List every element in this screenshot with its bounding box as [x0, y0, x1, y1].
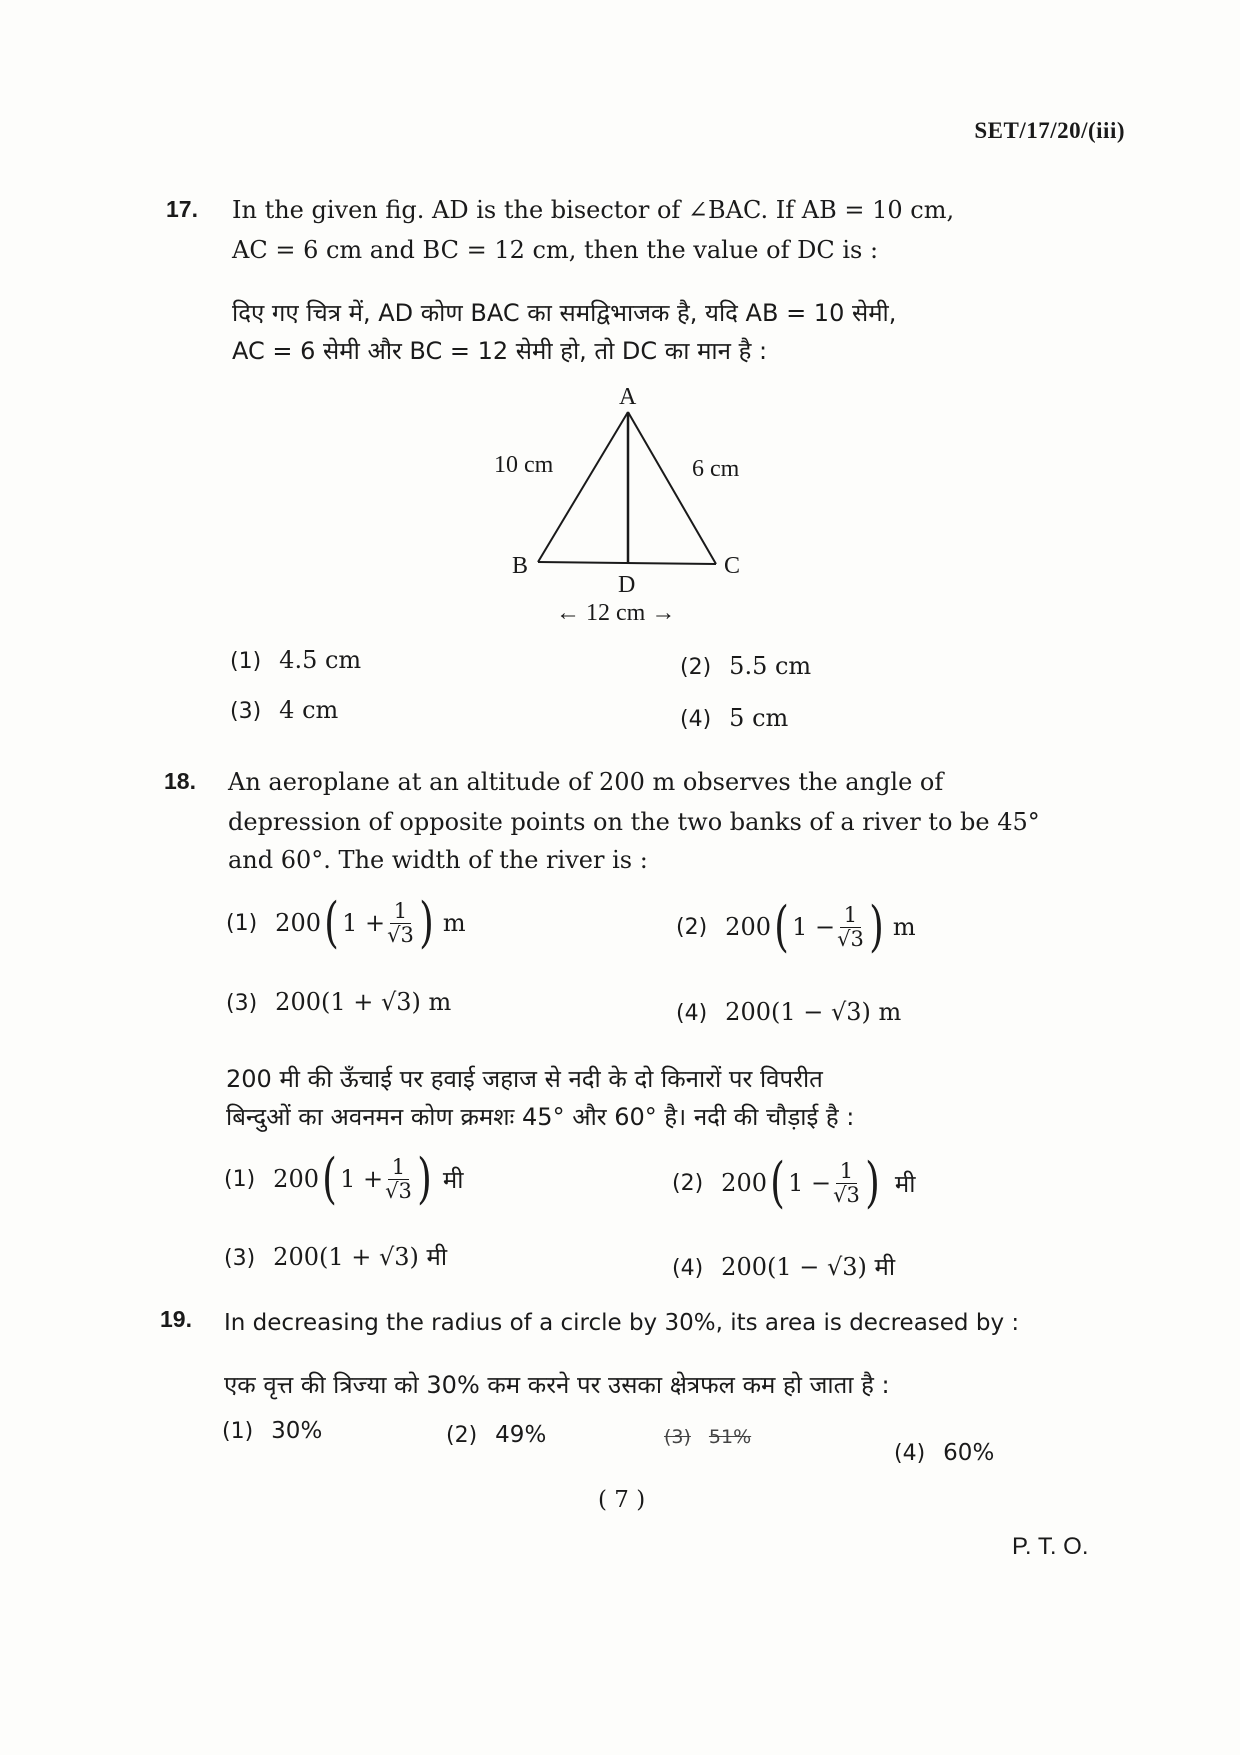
- question-17-option-3: [230, 696, 338, 724]
- label-b: B: [512, 553, 529, 579]
- question-18-number: 18.: [164, 768, 196, 794]
- question-19-option-3-struck: [664, 1426, 751, 1448]
- fraction-denominator: √3: [385, 1178, 412, 1203]
- option-text: 200(1 + √3) m: [275, 988, 452, 1016]
- option-inner: 1 +: [342, 909, 386, 937]
- question-19-number: 19.: [160, 1306, 192, 1332]
- open-paren: (: [324, 891, 339, 954]
- fraction: [837, 904, 864, 949]
- option-number: (4): [894, 1441, 926, 1466]
- question-18-option-1-en: [226, 891, 466, 954]
- close-paren: ): [416, 1147, 432, 1210]
- option-number: (1): [230, 649, 262, 674]
- question-18-en-line-2: depression of opposite points on the two banks of a river to be 45°: [228, 808, 1040, 836]
- option-inner: 1 −: [792, 913, 836, 941]
- question-18-option-3-en: [226, 988, 451, 1016]
- option-unit: m: [442, 909, 466, 937]
- option-number: (4): [680, 707, 712, 732]
- option-number: (1): [222, 1419, 254, 1444]
- option-text: 5.5 cm: [729, 652, 812, 680]
- option-number: (1): [224, 1166, 256, 1192]
- close-paren: ): [868, 895, 884, 958]
- question-18-option-3-hi: [224, 1240, 447, 1273]
- option-number: (2): [446, 1423, 478, 1448]
- option-unit: मी: [442, 1165, 464, 1194]
- option-text: 200(1 + √3) मी: [273, 1243, 448, 1271]
- open-paren: (: [322, 1147, 337, 1210]
- fraction: [387, 900, 414, 945]
- option-number: (3): [226, 991, 258, 1016]
- fraction-numerator: 1: [388, 1156, 409, 1179]
- label-c: C: [724, 553, 741, 579]
- option-text: 30%: [271, 1418, 323, 1444]
- option-number: (1): [226, 910, 258, 936]
- close-paren: ): [418, 891, 434, 954]
- question-17-hi-line-1: दिए गए चित्र में, AD कोण BAC का समद्विभाजक है, यदि AB = 10 सेमी,: [232, 299, 897, 327]
- fraction-numerator: 1: [836, 1160, 857, 1183]
- option-coefficient: 200: [273, 1165, 319, 1193]
- option-inner: 1 +: [340, 1165, 384, 1193]
- question-18-en-line-1: An aeroplane at an altitude of 200 m observes the angle of: [228, 768, 944, 796]
- question-19-option-4: [894, 1440, 994, 1466]
- option-text: 4 cm: [279, 696, 339, 724]
- question-18-en-line-3: and 60°. The width of the river is :: [228, 846, 648, 874]
- question-17-number: 17.: [166, 196, 198, 222]
- option-text: 5 cm: [729, 704, 789, 732]
- fraction-numerator: 1: [840, 904, 861, 927]
- fraction-denominator: √3: [833, 1182, 860, 1207]
- question-17-option-1: [230, 646, 361, 674]
- question-18-option-4-hi: [672, 1250, 895, 1283]
- question-17-option-2: [680, 652, 811, 680]
- question-18-option-4-en: [676, 998, 901, 1026]
- question-19-option-2: [446, 1422, 546, 1448]
- question-19-option-1: [222, 1418, 322, 1444]
- option-text: 200(1 − √3) मी: [721, 1253, 896, 1281]
- label-a: A: [619, 384, 637, 410]
- label-ab-length: 10 cm: [494, 452, 554, 478]
- question-18-option-2-hi: [672, 1151, 916, 1214]
- option-number: (2): [680, 655, 712, 680]
- option-number: (2): [676, 914, 708, 940]
- fraction: [385, 1156, 412, 1201]
- option-number: (3): [224, 1246, 256, 1271]
- option-text: 200(1 − √3) m: [725, 998, 902, 1026]
- question-17-en-line-2: AC = 6 cm and BC = 12 cm, then the value of DC is :: [232, 236, 879, 264]
- option-text: 4.5 cm: [279, 646, 362, 674]
- question-18-hi-line-2: बिन्दुओं का अवनमन कोण क्रमशः 45° और 60° है। नदी की चौड़ाई है :: [226, 1103, 855, 1131]
- label-bc-length: ← 12 cm →: [556, 600, 676, 626]
- please-turn-over: P. T. O.: [1012, 1533, 1089, 1560]
- option-number: (4): [672, 1256, 704, 1281]
- fraction-denominator: √3: [387, 922, 414, 947]
- option-number: (4): [676, 1001, 708, 1026]
- fraction-denominator: √3: [837, 926, 864, 951]
- fraction-numerator: 1: [390, 900, 411, 923]
- option-text: 49%: [495, 1422, 547, 1448]
- question-18-option-1-hi: [224, 1147, 464, 1210]
- option-number: (3): [230, 699, 262, 724]
- option-number: (2): [672, 1170, 704, 1196]
- option-unit: m: [892, 913, 916, 941]
- close-paren: ): [864, 1151, 880, 1214]
- set-code: SET/17/20/(iii): [974, 118, 1125, 143]
- option-number: (3): [664, 1426, 691, 1448]
- question-17-hi-line-2: AC = 6 सेमी और BC = 12 सेमी हो, तो DC का मान है :: [232, 337, 768, 365]
- option-unit: मी: [894, 1169, 916, 1198]
- open-paren: (: [774, 895, 789, 958]
- question-17-option-4: [680, 704, 788, 732]
- label-ac-length: 6 cm: [692, 456, 740, 482]
- question-18-hi-line-1: 200 मी की ऊँचाई पर हवाई जहाज से नदी के दो किनारों पर विपरीत: [226, 1065, 823, 1093]
- open-paren: (: [770, 1151, 785, 1214]
- question-19-hi-line: एक वृत्त की त्रिज्या को 30% कम करने पर उसका क्षेत्रफल कम हो जाता है :: [224, 1371, 890, 1399]
- option-coefficient: 200: [275, 909, 321, 937]
- side-ab: [538, 412, 628, 562]
- option-inner: 1 −: [788, 1169, 832, 1197]
- side-ac: [628, 412, 716, 564]
- question-18-option-2-en: [676, 895, 916, 958]
- option-coefficient: 200: [725, 913, 771, 941]
- option-text: 60%: [943, 1440, 995, 1466]
- triangle-figure: [480, 380, 780, 630]
- option-text: 51%: [708, 1426, 752, 1448]
- question-17-en-line-1: In the given fig. AD is the bisector of ∠BAC. If AB = 10 cm,: [232, 196, 955, 224]
- page-number: ( 7 ): [598, 1487, 646, 1513]
- question-19-en-line: In decreasing the radius of a circle by 30%, its area is decreased by :: [224, 1310, 1020, 1336]
- fraction: [833, 1160, 860, 1205]
- label-d: D: [618, 572, 636, 598]
- option-coefficient: 200: [721, 1169, 767, 1197]
